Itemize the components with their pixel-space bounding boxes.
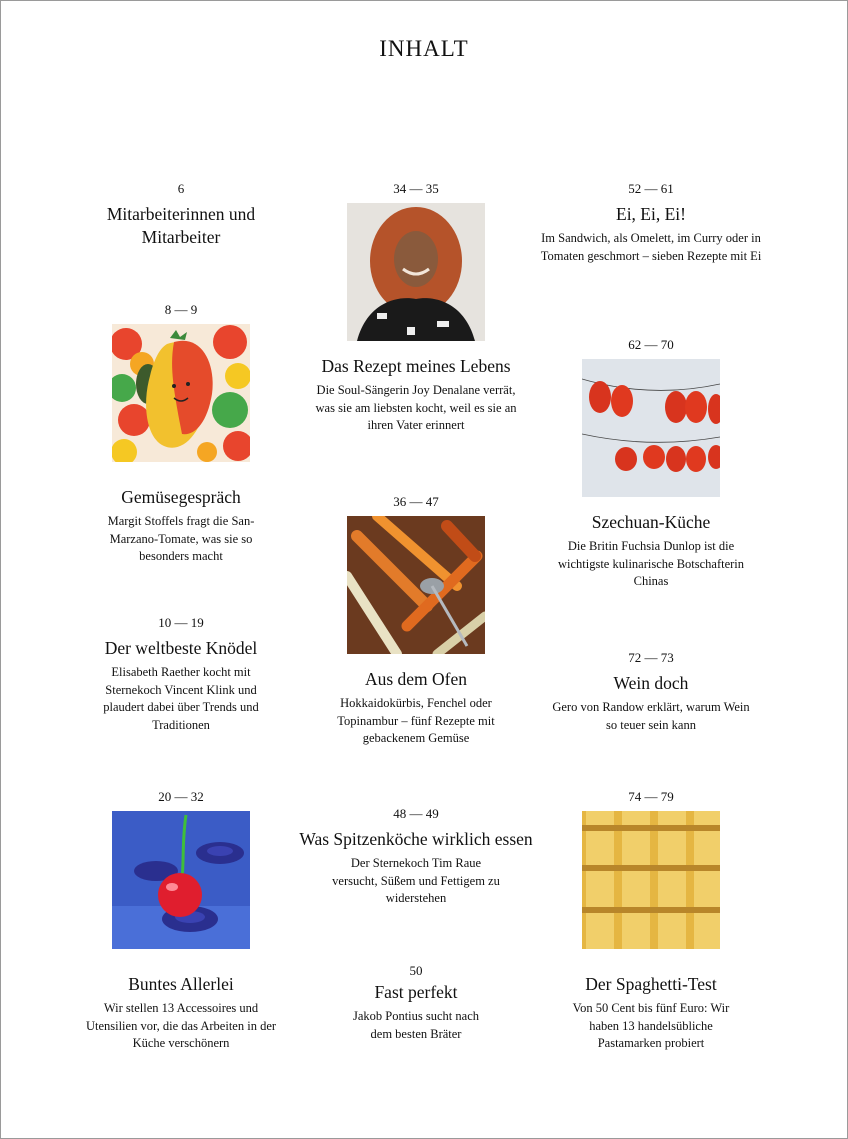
entry-description: Der Sternekoch Tim Raue versucht, Süßem und Fettigem zu widerstehen <box>332 856 500 905</box>
page-range: 72 — 73 <box>628 650 674 665</box>
entry-title: Das Rezept meines Lebens <box>321 356 511 376</box>
entry-description: Margit Stoffels fragt die San-Marzano-Tomate, was sie so besonders macht <box>107 514 255 563</box>
entry-title: Mitarbeiterinnen und Mitarbeiter <box>106 204 256 247</box>
entry-title: Wein doch <box>613 673 689 693</box>
page-range: 8 — 9 <box>164 302 198 317</box>
entry-description: Von 50 Cent bis fünf Euro: Wir haben 13 handelsübliche Pastamarken probiert <box>572 1001 730 1050</box>
page-range: 6 <box>177 181 185 196</box>
toc-entry-ofen[interactable] <box>296 494 536 748</box>
toc-entry-fast-perfekt[interactable] <box>296 963 536 1043</box>
toc-entry-rezept-lebens[interactable] <box>296 181 536 435</box>
entry-title: Der weltbeste Knödel <box>104 638 258 658</box>
entry-description: Elisabeth Raether kocht mit Sternekoch Vincent Klink und plaudert dabei über Trends und Traditionen <box>103 665 259 732</box>
page-range: 10 — 19 <box>158 615 204 630</box>
entry-description: Gero von Randow erklärt, warum Wein so teuer sein kann <box>552 700 750 732</box>
entry-title: Ei, Ei, Ei! <box>616 204 686 224</box>
page-range: 74 — 79 <box>628 789 674 804</box>
toc-entry-gemuesegespraech[interactable] <box>61 302 301 566</box>
entry-description: Jakob Pontius sucht nach dem besten Bräter <box>352 1009 480 1041</box>
toc-entry-szechuan[interactable] <box>531 337 771 591</box>
entry-description: Die Soul-Sängerin Joy Denalane verrät, was sie am liebsten kocht, weil es sie an ihren Vater erinnert <box>315 383 517 432</box>
lanterns-photo <box>582 359 720 497</box>
entry-title: Buntes Allerlei <box>128 974 234 994</box>
entry-title: Gemüsegespräch <box>121 487 241 507</box>
page-range: 62 — 70 <box>628 337 674 352</box>
page-range: 34 — 35 <box>393 181 439 196</box>
portrait-photo <box>347 203 485 341</box>
entry-title: Aus dem Ofen <box>364 669 468 689</box>
entry-description: Hokkaidokürbis, Fenchel oder Topinambur – fünf Rezepte mit gebackenem Gemüse <box>337 696 495 745</box>
entry-description: Wir stellen 13 Accessoires und Utensilien vor, die das Arbeiten in der Küche verschönern <box>85 1001 277 1050</box>
entry-title: Der Spaghetti-Test <box>585 974 717 994</box>
page-range: 48 — 49 <box>393 806 439 821</box>
toc-entry-knoedel[interactable] <box>61 615 301 734</box>
page-range: 52 — 61 <box>628 181 674 196</box>
toc-entry-allerlei[interactable] <box>61 789 301 1053</box>
entry-title: Was Spitzenköche wirklich essen <box>299 829 533 849</box>
toc-entry-spitzenkoeche[interactable] <box>276 806 556 908</box>
toc-entry-wein[interactable] <box>531 650 771 734</box>
page-range: 36 — 47 <box>393 494 439 509</box>
page-title: INHALT <box>379 36 469 61</box>
entry-description: Die Britin Fuchsia Dunlop ist die wichtigste kulinarische Botschafterin Chinas <box>557 539 745 588</box>
tomato-illustration <box>112 324 250 462</box>
entry-title: Szechuan-Küche <box>591 512 711 532</box>
roasted-vegetables-photo <box>347 516 485 654</box>
entry-title: Fast perfekt <box>374 982 458 1002</box>
toc-entry-spaghetti[interactable] <box>531 789 771 1053</box>
page-range: 20 — 32 <box>158 789 204 804</box>
entry-description: Im Sandwich, als Omelett, im Curry oder in Tomaten geschmort – sieben Rezepte mit Ei <box>540 231 762 263</box>
toc-entry-mitarbeiter[interactable] <box>61 181 301 249</box>
page-range: 50 <box>409 963 423 978</box>
toc-entry-ei[interactable] <box>531 181 771 265</box>
spaghetti-photo <box>582 811 720 949</box>
cherry-plates-photo <box>112 811 250 949</box>
